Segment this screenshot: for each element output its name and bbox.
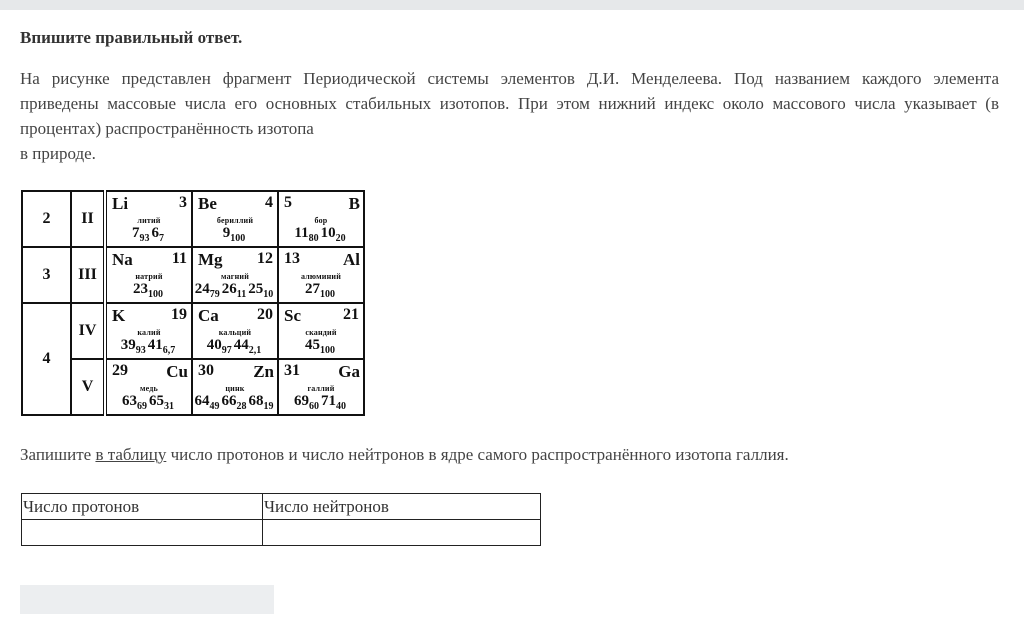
element-symbol: Mg (198, 250, 223, 269)
element-cu (105, 359, 192, 415)
isotope-mass: 69 (294, 393, 309, 409)
isotope-mass: 11 (294, 225, 309, 241)
isotope-mass: 71 (321, 393, 336, 409)
header-neutrons: Число нейтронов (263, 494, 541, 520)
element-symbol: Ca (198, 306, 219, 325)
element-symbol: K (112, 306, 126, 325)
element-al (278, 247, 364, 303)
isotope-abundance: 40 (336, 401, 346, 412)
element-name: калий (137, 328, 161, 337)
element-name: магний (220, 272, 250, 281)
isotope-abundance: 60 (309, 401, 319, 412)
task-text-before: Запишите (20, 445, 96, 464)
task-description (20, 66, 999, 166)
isotope-mass: 9 (222, 225, 231, 241)
element-ga (278, 359, 364, 415)
isotope-abundance: 100 (148, 289, 163, 300)
isotope-mass: 65 (149, 393, 164, 409)
isotope-mass: 39 (120, 337, 136, 353)
task-text-after: число протонов и число нейтронов в ядре самого распространённого изотопа галлия. (166, 445, 789, 464)
element-symbol: Na (112, 250, 133, 269)
header-protons: Число протонов (22, 494, 263, 520)
element-name: галлий (307, 384, 335, 393)
isotope-abundance: 20 (335, 233, 346, 244)
neutrons-input-cell[interactable] (263, 520, 541, 546)
period-4: 4 (22, 303, 71, 415)
task-instruction: Впишите правильный ответ. (20, 28, 243, 47)
period-3: 3 (22, 247, 71, 303)
isotope-list (107, 225, 191, 244)
atomic-number: 31 (284, 362, 300, 379)
element-name: литий (137, 216, 161, 225)
isotope-list (279, 225, 363, 244)
isotope-abundance: 97 (221, 345, 232, 356)
isotope-mass: 23 (133, 281, 148, 297)
element-symbol: Al (343, 250, 360, 269)
isotope-list (107, 393, 191, 412)
element-symbol: Ga (338, 362, 360, 381)
element-symbol: B (348, 194, 360, 213)
isotope-list (193, 225, 277, 244)
isotope-abundance: 93 (135, 345, 146, 356)
isotope-mass: 64 (194, 393, 210, 409)
isotope-abundance: 6,7 (162, 345, 176, 356)
description-line-1: На рисунке представлен фрагмент Периодической системы элементов Д.И. Менделеева. Под названием каждого элемента (20, 69, 999, 88)
isotope-mass: 6 (151, 225, 159, 241)
element-be (192, 191, 278, 247)
element-symbol: Sc (284, 306, 301, 325)
periodic-table-fragment (21, 190, 365, 416)
isotope-list (279, 337, 363, 356)
element-na (105, 247, 192, 303)
isotope-mass: 7 (132, 225, 140, 241)
element-symbol: Zn (253, 362, 274, 381)
row-ii: II (71, 191, 105, 247)
answer-button-placeholder[interactable] (20, 585, 274, 614)
isotope-mass: 63 (122, 393, 137, 409)
isotope-mass: 45 (305, 337, 320, 353)
top-bar (0, 0, 1024, 10)
row-v: V (71, 359, 105, 415)
isotope-abundance: 100 (320, 289, 335, 300)
element-zn (192, 359, 278, 415)
protons-input-cell[interactable] (22, 520, 263, 546)
description-line-2: приведены массовые числа его основных стабильных изотопов. При этом нижний индекс около массового числа указывает (в (20, 94, 999, 113)
isotope-list (193, 281, 277, 300)
isotope-abundance: 19 (263, 401, 274, 412)
isotope-mass: 44 (233, 337, 249, 353)
isotope-list (107, 281, 191, 300)
isotope-mass: 66 (221, 393, 237, 409)
atomic-number: 3 (179, 194, 187, 211)
atomic-number: 4 (265, 194, 273, 211)
isotope-abundance: 69 (137, 401, 147, 412)
isotope-mass: 26 (221, 281, 237, 297)
isotope-mass: 68 (248, 393, 264, 409)
isotope-abundance: 100 (320, 345, 335, 356)
isotope-mass: 27 (305, 281, 320, 297)
isotope-mass: 40 (206, 337, 222, 353)
task-question (20, 445, 789, 465)
atomic-number: 5 (284, 194, 292, 211)
isotope-mass: 41 (147, 337, 163, 353)
isotope-list (193, 337, 277, 356)
isotope-abundance: 10 (263, 289, 274, 300)
isotope-abundance: 79 (209, 289, 220, 300)
description-line-4: в природе. (20, 144, 96, 163)
element-name: медь (140, 384, 158, 393)
isotope-abundance: 100 (230, 233, 246, 244)
element-mg (192, 247, 278, 303)
element-name: цинк (225, 384, 245, 393)
element-name: алюминий (300, 272, 342, 281)
isotope-abundance: 80 (308, 233, 319, 244)
isotope-mass: 10 (320, 225, 336, 241)
element-sc (278, 303, 364, 359)
row-iii: III (71, 247, 105, 303)
isotope-mass: 24 (194, 281, 210, 297)
isotope-list (279, 281, 363, 300)
row-iv: IV (71, 303, 105, 359)
isotope-abundance: 2,1 (248, 345, 262, 356)
isotope-mass: 25 (248, 281, 264, 297)
element-ca (192, 303, 278, 359)
isotope-list (107, 337, 191, 356)
atomic-number: 21 (343, 306, 359, 323)
element-b (278, 191, 364, 247)
isotope-abundance: 11 (236, 289, 247, 300)
answer-table-link[interactable]: в таблицу (95, 445, 167, 464)
isotope-list (193, 393, 277, 412)
element-name: бериллий (216, 216, 254, 225)
atomic-number: 12 (257, 250, 273, 267)
element-li (105, 191, 192, 247)
description-line-3: процентах) распространённость изотопа (20, 119, 314, 138)
isotope-abundance: 93 (139, 233, 150, 244)
isotope-abundance: 28 (236, 401, 247, 412)
atomic-number: 13 (284, 250, 300, 267)
element-name: скандий (305, 328, 337, 337)
answer-table (21, 493, 541, 546)
atomic-number: 30 (198, 362, 214, 379)
isotope-list (279, 393, 363, 412)
element-name: натрий (135, 272, 163, 281)
isotope-abundance: 31 (164, 401, 174, 412)
atomic-number: 11 (171, 250, 187, 267)
period-2: 2 (22, 191, 71, 247)
element-k (105, 303, 192, 359)
atomic-number: 19 (171, 306, 187, 323)
element-name: бор (314, 216, 328, 225)
atomic-number: 29 (112, 362, 128, 379)
isotope-abundance: 49 (209, 401, 220, 412)
element-symbol: Cu (166, 362, 188, 381)
element-name: кальций (218, 328, 252, 337)
isotope-abundance: 7 (159, 233, 164, 244)
element-symbol: Li (112, 194, 129, 213)
element-symbol: Be (198, 194, 217, 213)
atomic-number: 20 (257, 306, 273, 323)
